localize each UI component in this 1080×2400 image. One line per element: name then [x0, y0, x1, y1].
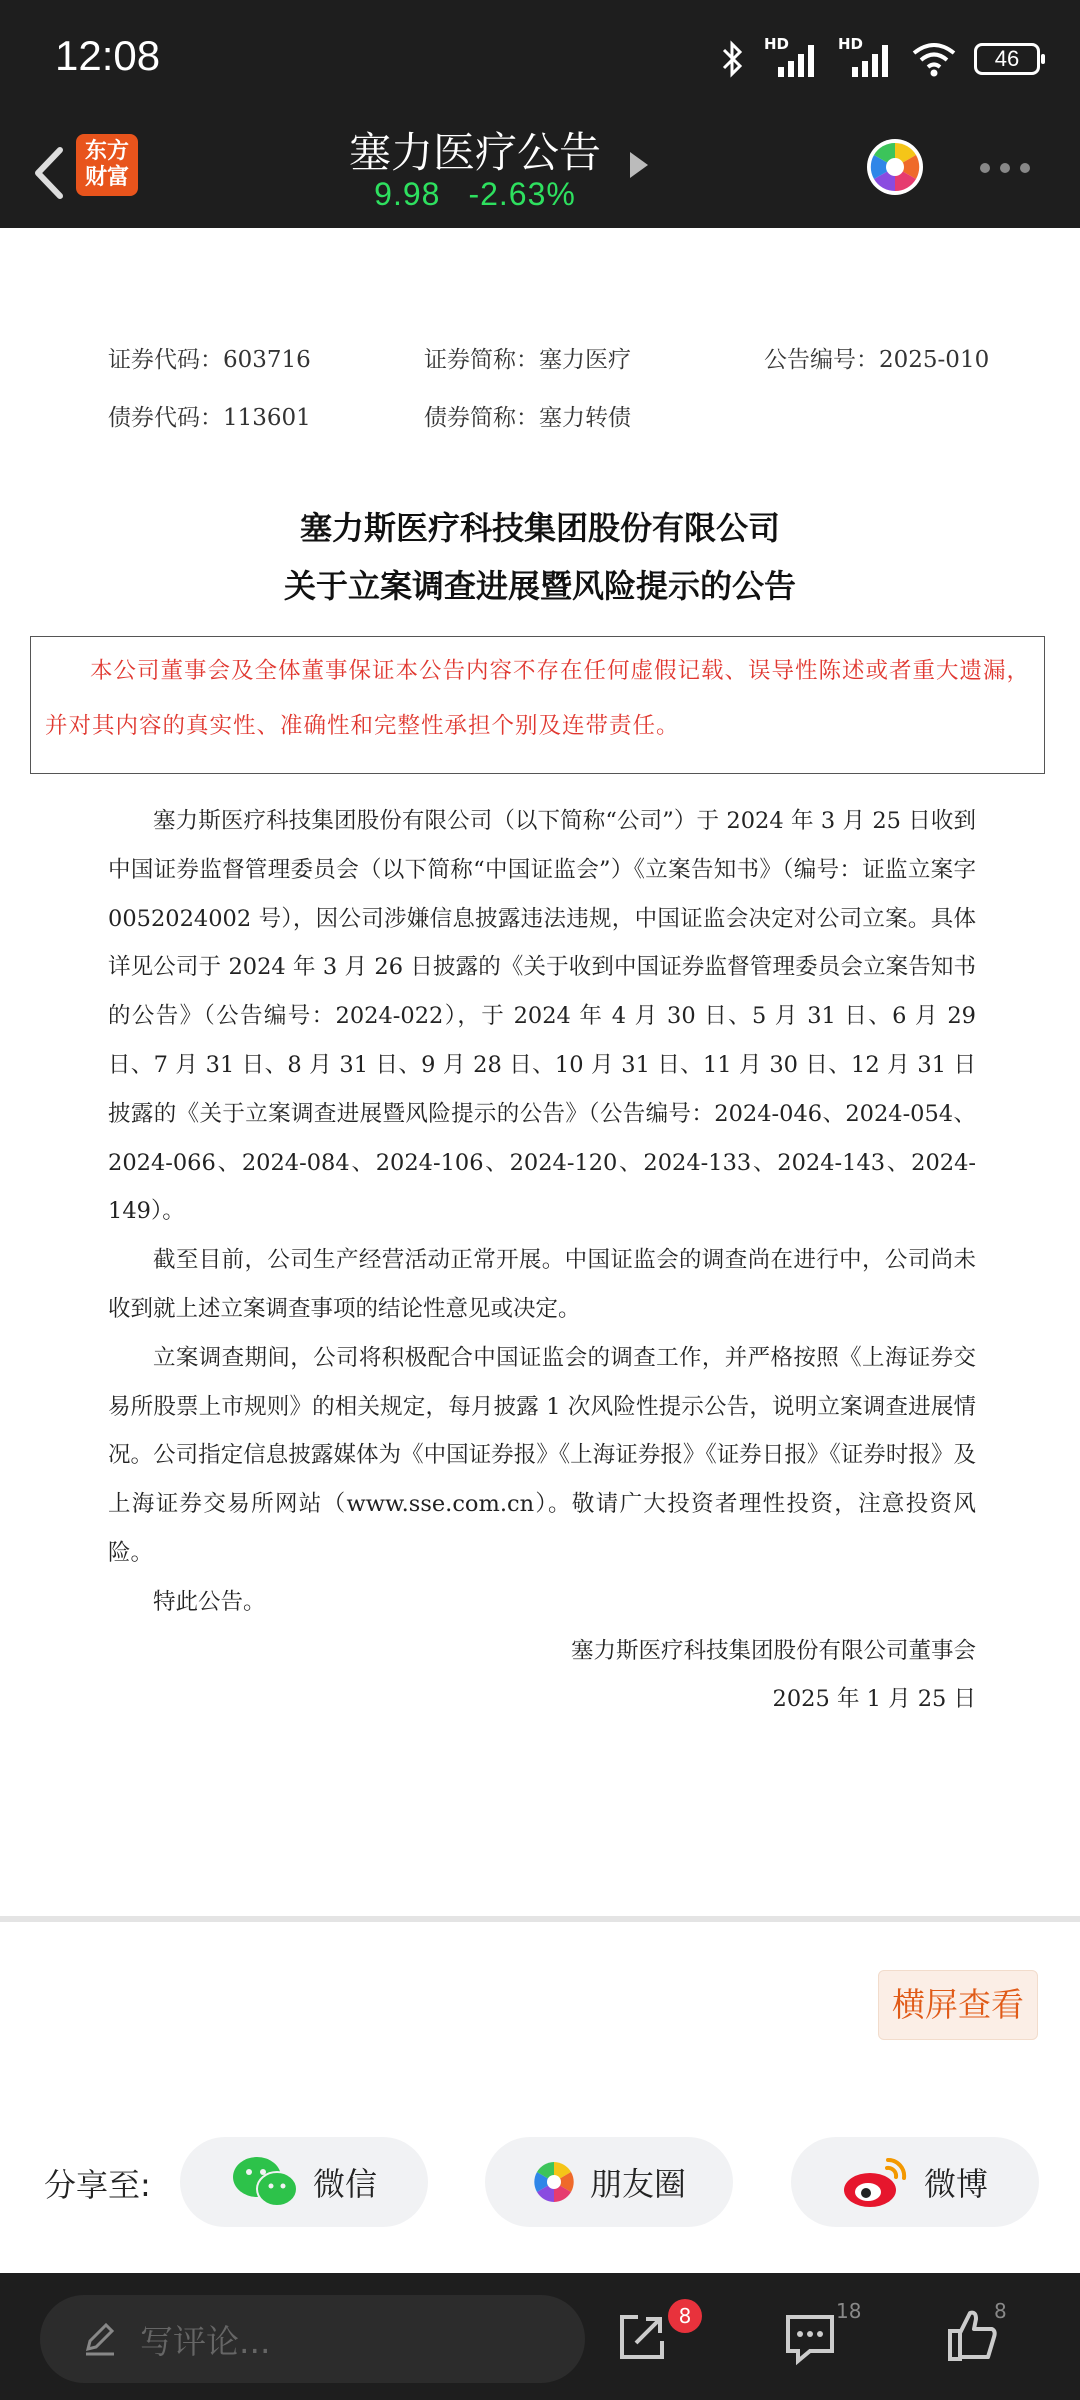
paragraph-4: 特此公告。 — [153, 1588, 266, 1615]
document-title-line1: 塞力斯医疗科技集团股份有限公司 — [299, 509, 780, 547]
share-wechat-button[interactable] — [180, 2137, 428, 2227]
divider — [0, 1916, 1080, 1922]
comment-input[interactable] — [40, 2295, 585, 2383]
share-icon[interactable] — [612, 2307, 672, 2367]
stock-short-name: 证券简称：塞力医疗 — [424, 347, 631, 373]
bluetooth-icon — [720, 39, 746, 79]
share-moments-label: 朋友圈 — [589, 2165, 686, 2203]
disclaimer-box — [30, 636, 1045, 774]
paragraph-2: 截至目前，公司生产经营活动正常开展。中国证监会的调查尚在进行中，公司尚未收到就上述立案调查事项的结论性意见或决定。 — [108, 1247, 976, 1322]
wechat-icon — [231, 2155, 299, 2209]
signal-icon: HD — [838, 39, 894, 79]
share-weibo-label: 微博 — [923, 2165, 988, 2203]
notice-number: 公告编号：2025-010 — [764, 347, 990, 373]
stock-price: 9.98 — [374, 176, 441, 212]
status-bar — [0, 0, 1080, 118]
wifi-icon — [912, 41, 956, 77]
landscape-view-button[interactable]: 横屏查看 — [878, 1970, 1038, 2040]
stock-code: 证券代码：603716 — [108, 347, 311, 373]
stock-change: -2.63% — [468, 176, 576, 212]
paragraph-3: 立案调查期间，公司将积极配合中国证监会的调查工作，并严格按照《上海证券交易所股票上市规则》的相关规定，每月披露 1 次风险性提示公告，说明立案调查进展情况。公司指定信息披露媒体为《中国证券报》《上海证券报》《证券日报》《证券时报》及上海证券交易所网站（www.sse.com.cn）。敬请广大投资者理性投资，注意投资风险。 — [108, 1344, 976, 1566]
weibo-icon — [842, 2154, 910, 2210]
comment-count: 18 — [836, 2299, 862, 2323]
moments-icon — [532, 2160, 576, 2204]
share-weibo-button[interactable] — [791, 2137, 1039, 2227]
document-body — [108, 797, 976, 1627]
comment-icon[interactable] — [780, 2307, 840, 2367]
document-title-line2: 关于立案调查进展暨风险提示的公告 — [283, 567, 796, 605]
share-wechat-label: 微信 — [312, 2165, 377, 2203]
bond-short-name: 债券简称：塞力转债 — [424, 405, 631, 431]
signal-icon: HD — [764, 39, 820, 79]
bottom-bar — [0, 2273, 1080, 2400]
share-label: 分享至: — [44, 2166, 151, 2204]
comment-placeholder: 写评论... — [140, 2321, 271, 2361]
color-wheel-icon[interactable] — [866, 138, 924, 196]
signature: 塞力斯医疗科技集团股份有限公司董事会 — [570, 1638, 976, 1664]
disclaimer-text: 本公司董事会及全体董事保证本公告内容不存在任何虚假记载、误导性陈述或者重大遗漏，并对其内容的真实性、准确性和完整性承担个别及连带责任。 — [45, 658, 1031, 739]
stock-quote[interactable] — [0, 176, 950, 213]
share-badge: 8 — [668, 2299, 702, 2333]
app-logo: 东方 财富 — [76, 134, 138, 196]
paragraph-1: 塞力斯医疗科技集团股份有限公司（以下简称“公司”）于 2024 年 3 月 25 日收到中国证券监督管理委员会（以下简称“中国证监会”）《立案告知书》（编号：证监立案字 0052024002 号），因公司涉嫌信息披露违法违规，中国证监会决定对公司立案。具体详见公司于 2024 年 3 月 26 日披露的《关于收到中国证券监督管理委员会立案告知书的公告》（公告编号：2024-022），于 2024 年 4 月 30 日、5 月 31 日、6 月 29 日、7 月 31 日、8 月 31 日、9 月 28 日、10 月 31 日、11 月 30 日、12 月 31 日披露的《关于立案调查进展暨风险提示的公告》（公告编号：2024-046、2024-054、2024-066、2024-084、2024-106、2024-120、2024-133、2024-143、2024-149）。 — [108, 808, 976, 1225]
signature-date: 2025 年 1 月 25 日 — [772, 1686, 976, 1712]
bond-code: 债券代码：113601 — [108, 405, 311, 431]
battery-icon: 46 — [974, 43, 1040, 75]
pencil-icon — [80, 2319, 120, 2359]
page-title: 塞力医疗公告 — [348, 128, 601, 177]
more-icon[interactable] — [980, 163, 1030, 173]
like-count: 8 — [994, 2299, 1007, 2323]
clock: 12:08 — [55, 32, 161, 79]
like-icon[interactable] — [942, 2305, 1002, 2365]
play-icon[interactable] — [628, 150, 650, 180]
nav-bar — [0, 118, 1080, 228]
share-moments-button[interactable] — [485, 2137, 733, 2227]
status-icons — [720, 34, 1040, 84]
